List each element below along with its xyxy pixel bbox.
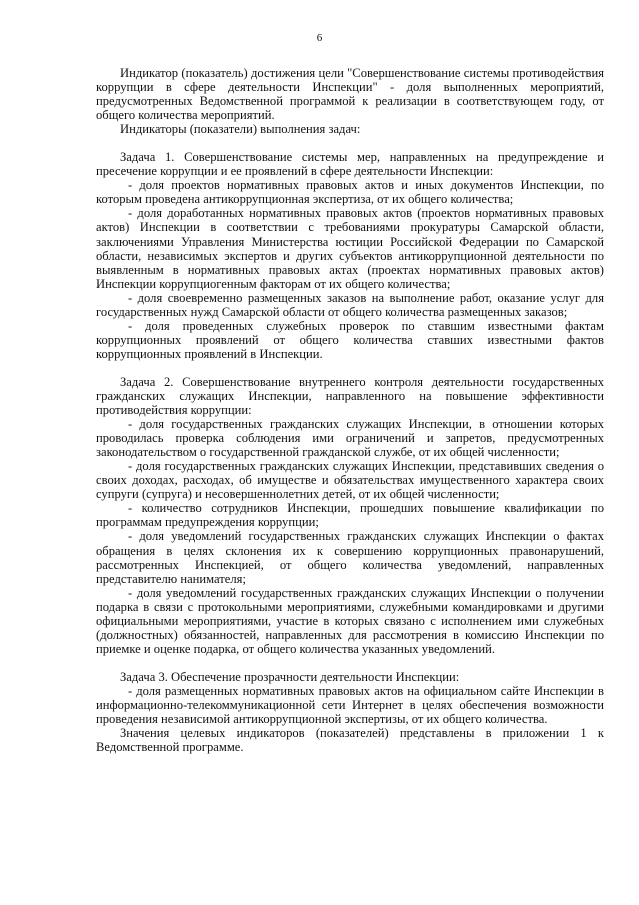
task-3-item-1: - доля размещенных нормативных правовых актов на официальном сайте Инспекции в информационно-телекоммуникационной сети Интернет в целях обеспечения возможности проведения независимой антикоррупционной экспертизы, от их общего количества. (96, 683, 604, 727)
task-indicators-heading: Индикаторы (показатели) выполнения задач: (120, 122, 361, 137)
document-body (96, 66, 604, 754)
task-2-item-1: - доля государственных гражданских служащих Инспекции, в отношении которых проводилась проверка соблюдения ими ограничений и запретов, предусмотренных законодательством о государственной гражданской службе, от их общей численности; (96, 417, 604, 460)
task-2-item-5: - доля уведомлений государственных гражданских служащих Инспекции о получении подарка в связи с протокольными мероприятиями, служебными командировками и другими официальными мероприятиями, участие в которых связано с исполнением ими служебных (должностных) обязанностей, направленных для рассмотрения в комиссию Инспекции по приемке и оценке подарка, от общего количества указанных уведомлений. (96, 585, 604, 656)
task-1-item-4: - доля проведенных служебных проверок по ставшим известными фактам коррупционных проявлений от общего количества ставших известными фактов коррупционных проявлений в Инспекции. (96, 318, 604, 361)
task-1-item-1: - доля проектов нормативных правовых актов и иных документов Инспекции, по которым проведена антикоррупционная экспертиза, от их общего количества; (96, 178, 604, 207)
task-2-title: Задача 2. Совершенствование внутреннего контроля деятельности государственных гражданских служащих Инспекции, направленного на повышение эффективности противодействия коррупции: (96, 374, 604, 418)
task-3-title: Задача 3. Обеспечение прозрачности деятельности Инспекции: (120, 669, 460, 684)
task-1-item-3: - доля своевременно размещенных заказов на выполнение работ, оказание услуг для государственных нужд Самарской области от общего количества размещенных заказов; (96, 290, 604, 319)
closing-paragraph: Значения целевых индикаторов (показателей) представлены в приложении 1 к Ведомственной программе. (96, 726, 604, 755)
task-1-item-2: - доля доработанных нормативных правовых актов (проектов нормативных правовых актов) Инспекции в соответствии с требованиями прокуратуры Самарской области, заключениями Управления Министерства юстиции Российской Федерации по Самарской области, независимых экспертов и других субъектов антикоррупционной деятельности по выявленным в нормативных правовых актах (проектах нормативных правовых актов) Инспекции коррупциогенным факторам от их общего количества; (96, 206, 604, 291)
page-number: 6 (316, 32, 323, 44)
task-1-title: Задача 1. Совершенствование системы мер, направленных на предупреждение и пресечение коррупции и ее проявлений в сфере деятельности Инспекции: (96, 150, 604, 179)
task-2-item-4: - доля уведомлений государственных гражданских служащих Инспекции о фактах обращения в целях склонения их к совершению коррупционных правонарушений, рассмотренных Инспекцией, от общего количества уведомлений, направленных представителю нанимателя; (96, 529, 604, 586)
task-2-item-3: - количество сотрудников Инспекции, прошедших повышение квалификации по программам предупреждения коррупции; (96, 501, 604, 530)
task-2-item-2: - доля государственных гражданских служащих Инспекции, представивших сведения о своих доходах, расходах, об имуществе и обязательствах имущественного характера своих супруги (супруга) и несовершеннолетних детей, от их общей численности; (96, 459, 604, 502)
goal-indicator-paragraph: Индикатор (показатель) достижения цели "Совершенствование системы противодействия коррупции в сфере деятельности Инспекции" - доля выполненных мероприятий, предусмотренных Ведомственной программой к реализации в соответствующем году, от общего количества мероприятий. (96, 66, 604, 123)
